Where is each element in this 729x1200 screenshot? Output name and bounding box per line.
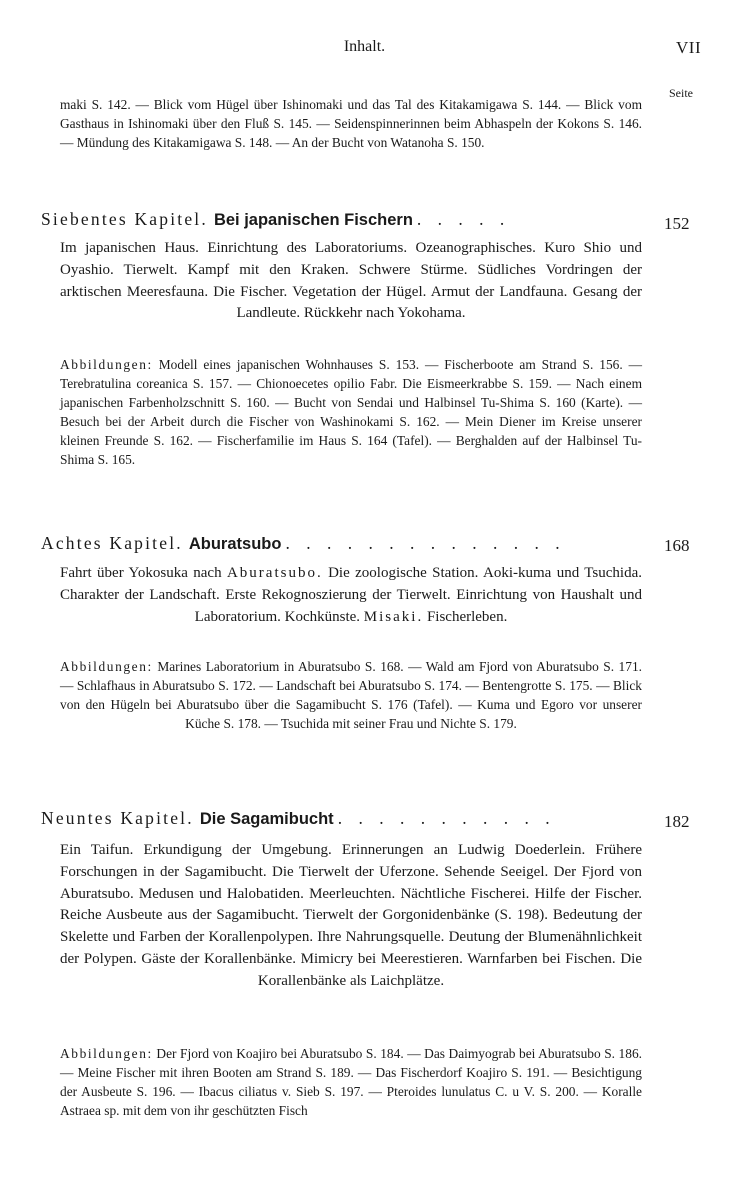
chapter-heading-7 — [41, 208, 641, 231]
continued-figures-list: maki S. 142. — Blick vom Hügel über Ishinomaki und das Tal des Kitakamigawa S. 144. — Blick vom Gasthaus in Ishinomaki über den Fluß S. 145. — Seidenspinnerinnen beim Abhaspeln der Kokons S. 146. — Mündung des Kitakamigawa S. 148. — An der Bucht von Watanoha S. 150. — [60, 97, 642, 150]
chapter-title: Bei japanischen Fischern — [213, 211, 413, 229]
leader-dots: . . . . . . . . . . . . . . — [285, 533, 566, 553]
figures-text: Modell eines japanischen Wohnhauses S. 153. — Fischerboote am Strand S. 156. — Terebratulina coreanica S. 157. — Chionoecetes opilio Fabr. Die Eismeerkrabbe S. 159. — Nach einem japanischen Farbenholzschnitt S. 160. — Bucht von Sendai und Halbinsel Tu-Shima S. 160 (Karte). — Besuch bei der Arbeit durch die Fischer von Washinokami S. 162. — Mein Diener im Kreise unserer kleinen Freunde S. 162. — Fischerfamilie im Haus S. 164 (Tafel). — Berghalden auf der Halbinsel Tu-Shima S. 165. — [60, 357, 642, 467]
chapter-number: Neuntes Kapitel. — [41, 808, 194, 828]
chapter-page-number: 168 — [664, 536, 690, 555]
chapter-summary-text: Fischerleben. — [423, 608, 508, 625]
chapter-title: Die Sagamibucht — [199, 810, 334, 828]
chapter-summary-text: Die zoologische Station. Aoki-kuma und Tsuchida. Charakter der Landschaft. Erste Rekognoszierung der Tierwelt. Einrichtung von Haushalt und Laboratorium. Kochkünste. — [60, 565, 642, 625]
chapter-summary — [60, 563, 642, 628]
chapter-summary — [60, 840, 642, 993]
chapter-summary-text: Ein Taifun. Erkundigung der Umgebung. Erinnerungen an Ludwig Doederlein. Frühere Forschungen in der Sagamibucht. Die Tierwelt der Uferzone. Sehende Seeigel. Der Fjord von Aburatsubo. Medusen und Halobatiden. Meerleuchten. Nächtliche Fischerei. Hilfe der Fischer. Reiche Ausbeute aus der Sagamibucht. Tierwelt der Gorgonidenbänke (S. 198). Bedeutung der Skelette und Farben der Korallenpolypen. Ihre Nahrungsquelle. Deutung der Blumenähnlichkeit der Polypen. Gäste der Korallenbänke. Mimicry bei Meerestieren. Warnfarben bei Fischen. Die Korallenbänke als Laichplätze. — [60, 842, 642, 989]
chapter-figures — [60, 1044, 642, 1120]
chapter-summary-text: Fahrt über Yokosuka nach — [60, 565, 227, 581]
chapter-number: Siebentes Kapitel. — [41, 209, 208, 229]
place-name-spaced: Misaki. — [363, 608, 424, 625]
chapter-summary — [60, 238, 642, 325]
figures-text: Der Fjord von Koajiro bei Aburatsubo S. 184. — Das Daimyograb bei Aburatsubo S. 186. — Meine Fischer mit ihren Booten am Strand S. 189. — Das Fischerdorf Koajiro S. 191. — Besichtigung der Ausbeute S. 196. — Ibacus ciliatus v. Sieb S. 197. — Pteroides lunulatus C. u V. S. 200. — Koralle Astraea sp. mit dem von ihr geschützten Fisch — [60, 1046, 642, 1118]
chapter-number: Achtes Kapitel. — [41, 533, 183, 553]
chapter-heading-9 — [41, 807, 641, 830]
chapter-page-number: 152 — [664, 214, 690, 233]
running-header-title: Inhalt. — [343, 38, 386, 55]
chapter-figures — [60, 657, 642, 733]
figures-label: Abbildungen: — [60, 1046, 153, 1061]
seite-column-label: Seite — [669, 86, 693, 100]
chapter-summary-text: Im japanischen Haus. Einrichtung des Laboratoriums. Ozeanographisches. Kuro Shio und Oyashio. Tierwelt. Kampf mit den Kraken. Schwere Stürme. Südliches Vordringen der arktischen Meeresfauna. Die Fischer. Vegetation der Hügel. Armut der Landfauna. Gesang der Landleute. Rückkehr nach Yokohama. — [60, 240, 642, 322]
figures-label: Abbildungen: — [60, 357, 153, 372]
figures-label: Abbildungen: — [60, 659, 153, 674]
place-name-spaced: Aburatsubo. — [226, 565, 323, 581]
chapter-page-number: 182 — [664, 812, 690, 831]
page-number: VII — [676, 38, 702, 57]
leader-dots: . . . . . . . . . . . — [337, 808, 556, 828]
leader-dots: . . . . . — [416, 209, 511, 229]
figures-text: Marines Laboratorium in Aburatsubo S. 168. — Wald am Fjord von Aburatsubo S. 171. — Schlafhaus in Aburatsubo S. 172. — Landschaft bei Aburatsubo S. 174. — Bentengrotte S. 175. — Blick von den Hügeln bei Aburatsubo über die Sagamibucht S. 176 (Tafel). — Kuma und Egoro vor unserer Küche S. 178. — Tsuchida mit seiner Frau und Nichte S. 179. — [60, 659, 642, 731]
chapter-figures — [60, 355, 642, 469]
chapter-heading-8 — [41, 532, 641, 555]
chapter-title: Aburatsubo — [188, 535, 282, 553]
